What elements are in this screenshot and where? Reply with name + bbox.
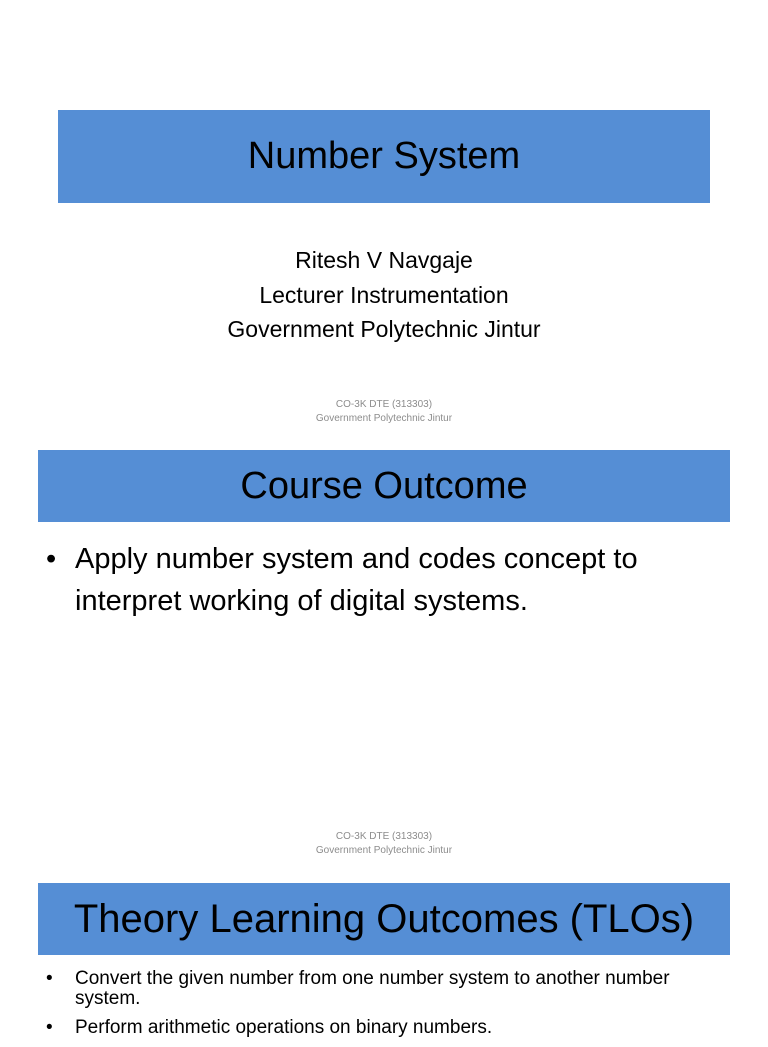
bullet-marker: • [46, 968, 53, 989]
slide-heading: Course Outcome [240, 464, 528, 507]
bullet-list [46, 538, 726, 622]
author-block [0, 243, 768, 347]
bullet-text: Convert the given number from one number system to another number system. [75, 968, 670, 1009]
slide-course-outcome [0, 440, 768, 872]
footer-institution: Government Polytechnic Jintur [315, 413, 453, 424]
slide-title-banner [38, 450, 730, 522]
slide-heading: Theory Learning Outcomes (TLOs) [73, 896, 695, 941]
slide-title-banner [58, 110, 710, 203]
bullet-item [46, 969, 726, 1009]
footer-institution: Government Polytechnic Jintur [315, 845, 453, 856]
author-name: Ritesh V Navgaje [295, 247, 473, 273]
slide-footer [0, 830, 768, 858]
bullet-item [46, 1018, 726, 1038]
author-institution: Government Polytechnic Jintur [227, 316, 541, 342]
footer-course-code: CO-3K DTE (313303) [335, 831, 433, 842]
footer-course-code: CO-3K DTE (313303) [335, 399, 433, 410]
bullet-text: Perform arithmetic operations on binary numbers. [75, 1017, 493, 1038]
slide-title-banner [38, 883, 730, 955]
author-designation: Lecturer Instrumentation [259, 281, 509, 308]
bullet-item [46, 538, 726, 622]
bullet-marker: • [46, 1017, 53, 1038]
slide-theory-learning-outcomes [0, 872, 768, 1038]
bullet-marker: • [46, 543, 57, 575]
slide-title [0, 0, 768, 440]
bullet-list [46, 969, 726, 1047]
presentation-title: Number System [247, 135, 521, 177]
bullet-text: Apply number system and codes concept to interpret working of digital systems. [75, 543, 638, 617]
slide-footer [0, 398, 768, 426]
